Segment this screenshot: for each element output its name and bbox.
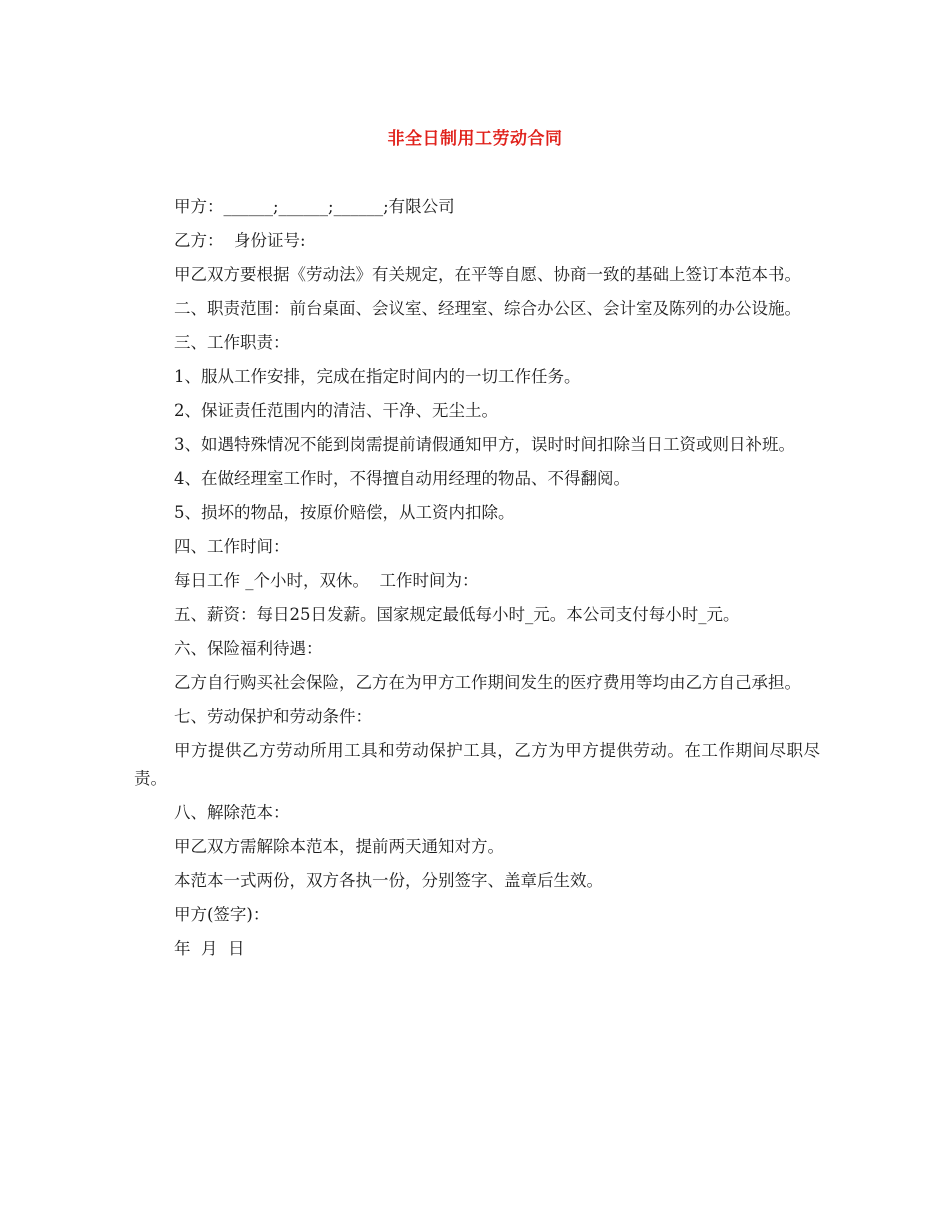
work-hours-paragraph: 每日工作 _个小时，双休。 工作时间为： bbox=[174, 571, 479, 590]
document-body bbox=[134, 193, 820, 969]
section-heading-work-hours: 四、工作时间： bbox=[174, 537, 290, 556]
insurance-paragraph: 乙方自行购买社会保险，乙方在为甲方工作期间发生的医疗费用等均由乙方自己承担。 bbox=[174, 673, 801, 692]
salary-paragraph: 五、薪资：每日25日发薪。国家规定最低每小时_元。本公司支付每小时_元。 bbox=[174, 605, 740, 624]
duty-item-5: 5、损坏的物品，按原价赔偿，从工资内扣除。 bbox=[174, 503, 515, 522]
section-heading-duties: 三、工作职责： bbox=[174, 333, 290, 352]
document-title: 非全日制用工劳动合同 bbox=[387, 129, 563, 149]
duty-item-3: 3、如遇特殊情况不能到岗需提前请假通知甲方，误时时间扣除当日工资或则日补班。 bbox=[174, 435, 795, 454]
party-a-line: 甲方：______;______;______;有限公司 bbox=[174, 197, 455, 216]
duty-item-1: 1、服从工作安排，完成在指定时间内的一切工作任务。 bbox=[174, 367, 581, 386]
labor-protection-paragraph: 甲方提供乙方劳动所用工具和劳动保护工具，乙方为甲方提供劳动。在工作期间尽职尽责。 bbox=[134, 741, 820, 788]
section-heading-termination: 八、解除范本： bbox=[174, 803, 290, 822]
preamble-paragraph: 甲乙双方要根据《劳动法》有关规定，在平等自愿、协商一致的基础上签订本范本书。 bbox=[174, 265, 801, 284]
section-heading-insurance: 六、保险福利待遇： bbox=[174, 639, 323, 658]
termination-paragraph: 甲乙双方需解除本范本，提前两天通知对方。 bbox=[174, 837, 504, 856]
party-b-line: 乙方： 身份证号: bbox=[174, 231, 306, 250]
scope-of-duties-paragraph: 二、职责范围：前台桌面、会议室、经理室、综合办公区、会计室及陈列的办公设施。 bbox=[174, 299, 801, 318]
section-heading-labor-protection: 七、劳动保护和劳动条件： bbox=[174, 707, 372, 726]
duty-item-2: 2、保证责任范围内的清洁、干净、无尘土。 bbox=[174, 401, 498, 420]
copies-paragraph: 本范本一式两份，双方各执一份，分别签字、盖章后生效。 bbox=[174, 871, 603, 890]
party-a-signature-line: 甲方(签字)： bbox=[174, 905, 270, 924]
date-line: 年 月 日 bbox=[174, 939, 245, 958]
duty-item-4: 4、在做经理室工作时，不得擅自动用经理的物品、不得翻阅。 bbox=[174, 469, 630, 488]
